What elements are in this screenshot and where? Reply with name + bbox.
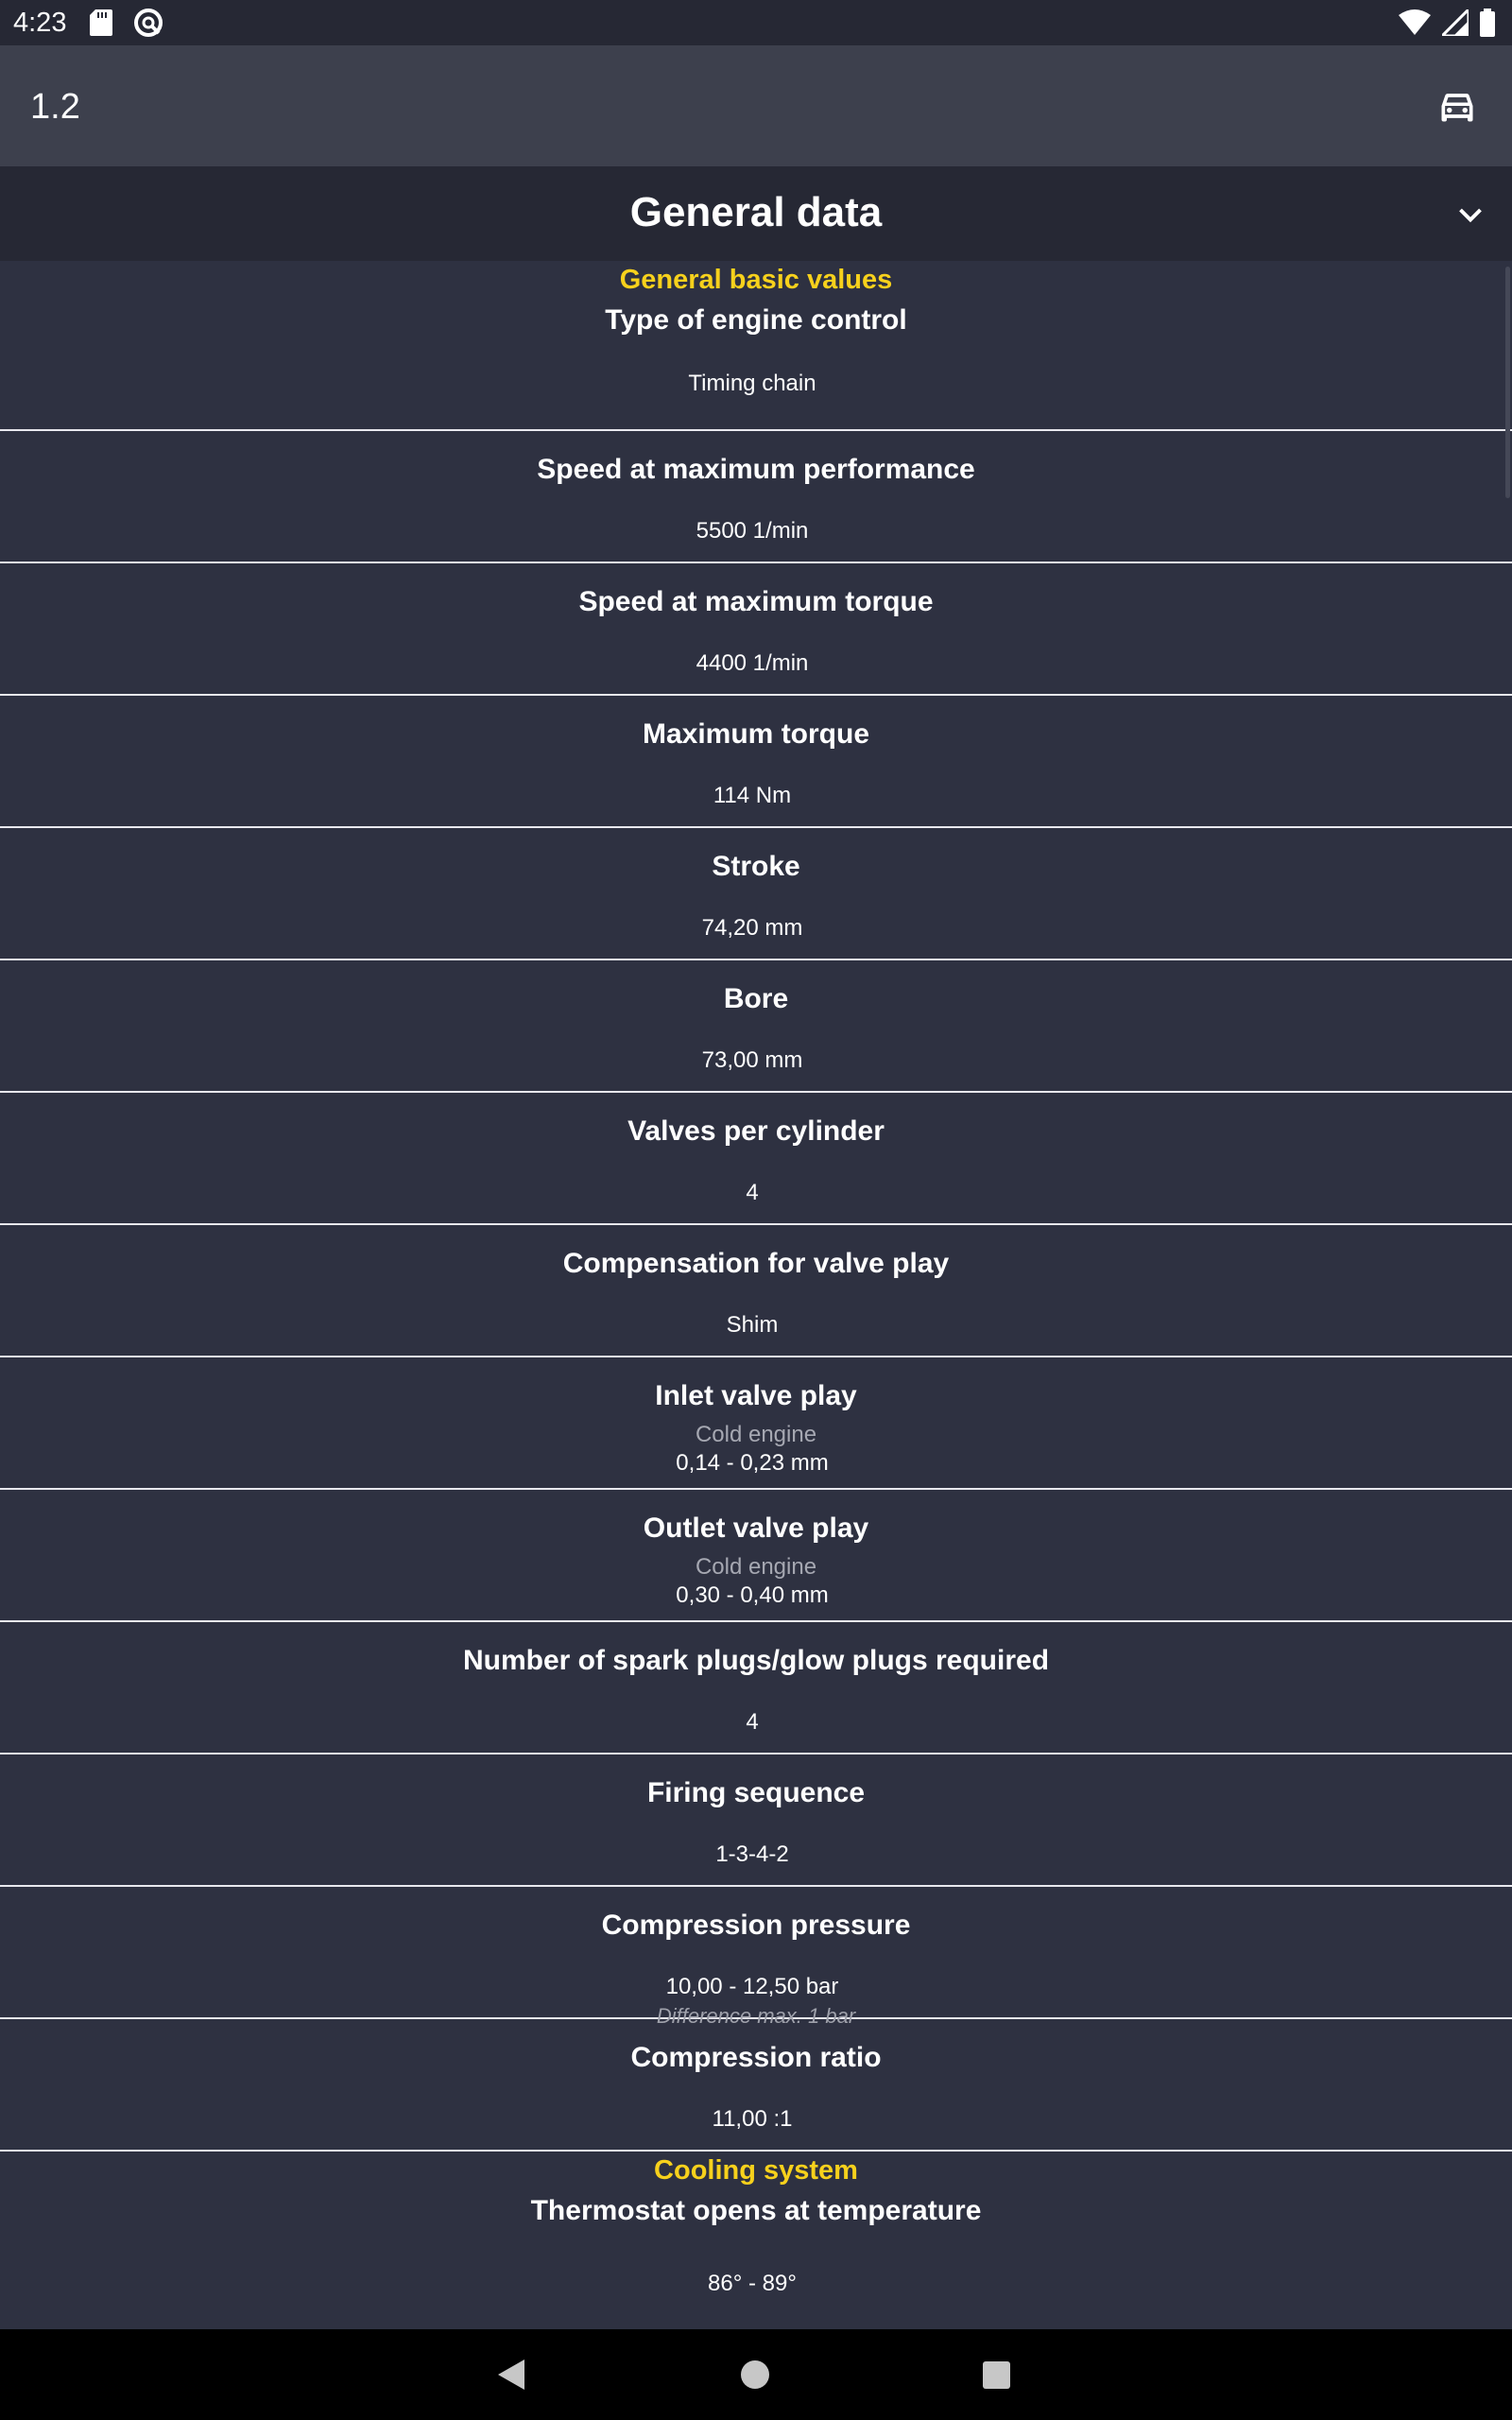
list-item <box>0 1754 1512 1887</box>
item-condition: Cold engine <box>695 1422 817 1447</box>
list-item <box>0 2152 1512 2322</box>
item-label: Compression pressure <box>601 1910 911 1941</box>
item-value: 74,20 mm <box>701 915 803 941</box>
item-label: Number of spark plugs/glow plugs required <box>462 1645 1050 1676</box>
item-label: Stroke <box>712 851 800 882</box>
list-item <box>0 960 1512 1093</box>
status-bar <box>0 0 1512 45</box>
list-item <box>0 1490 1512 1622</box>
list-item <box>0 563 1512 696</box>
item-value: 86° - 89° <box>708 2271 797 2296</box>
item-label: Type of engine control <box>605 304 907 336</box>
wifi-icon <box>1399 9 1431 36</box>
group-title: Cooling system <box>654 2155 858 2186</box>
list-item <box>0 1887 1512 2028</box>
list-item <box>0 828 1512 960</box>
status-time: 4:23 <box>13 8 67 38</box>
item-value: 73,00 mm <box>701 1047 803 1073</box>
item-value: Timing chain <box>688 371 816 396</box>
item-label: Bore <box>723 983 789 1014</box>
item-value: Shim <box>726 1312 779 1338</box>
back-icon[interactable] <box>496 2358 526 2392</box>
item-value: 0,30 - 0,40 mm <box>676 1582 829 1608</box>
item-value: 0,14 - 0,23 mm <box>676 1450 829 1476</box>
item-label: Compensation for valve play <box>562 1248 950 1279</box>
item-note: Difference max. 1 bar <box>656 2004 856 2028</box>
recent-apps-icon[interactable] <box>983 2361 1010 2389</box>
scrollbar[interactable] <box>1505 267 1510 498</box>
navigation-bar <box>0 2329 1512 2420</box>
list-item <box>0 2019 1512 2152</box>
item-condition: Cold engine <box>695 1554 817 1580</box>
item-value: 4 <box>746 1180 759 1205</box>
list-item <box>0 1093 1512 1225</box>
signal-icon <box>1442 9 1469 36</box>
item-value: 4400 1/min <box>696 650 809 676</box>
app-title: 1.2 <box>30 87 80 127</box>
list-item <box>0 431 1512 563</box>
item-label: Speed at maximum torque <box>578 586 934 617</box>
app-bar <box>0 45 1512 166</box>
item-label: Valves per cylinder <box>627 1115 885 1147</box>
list-item <box>0 1225 1512 1357</box>
sd-card-icon <box>90 9 112 36</box>
battery-icon <box>1480 9 1495 37</box>
car-icon[interactable] <box>1436 85 1478 127</box>
item-label: Speed at maximum performance <box>537 454 975 485</box>
home-icon[interactable] <box>741 2360 769 2389</box>
sync-icon <box>133 8 163 38</box>
item-label: Thermostat opens at temperature <box>530 2195 982 2226</box>
item-value: 1-3-4-2 <box>715 1841 789 1867</box>
list-item <box>0 696 1512 828</box>
item-value: 114 Nm <box>713 783 792 808</box>
item-label: Maximum torque <box>642 718 870 750</box>
item-label: Compression ratio <box>630 2042 882 2073</box>
item-value: 10,00 - 12,50 bar <box>665 1974 839 1999</box>
item-value: 11,00 :1 <box>712 2106 793 2132</box>
item-value: 5500 1/min <box>696 518 809 544</box>
chevron-down-icon[interactable] <box>1453 199 1487 233</box>
data-list[interactable] <box>0 261 1512 2329</box>
list-item <box>0 261 1512 431</box>
section-title: General data <box>629 189 883 235</box>
list-item <box>0 1357 1512 1490</box>
item-label: Firing sequence <box>646 1777 866 1808</box>
item-label: Inlet valve play <box>655 1380 857 1411</box>
group-title: General basic values <box>619 265 893 295</box>
list-item <box>0 1622 1512 1754</box>
item-label: Outlet valve play <box>643 1512 869 1544</box>
section-header[interactable] <box>0 166 1512 261</box>
item-value: 4 <box>746 1709 759 1735</box>
